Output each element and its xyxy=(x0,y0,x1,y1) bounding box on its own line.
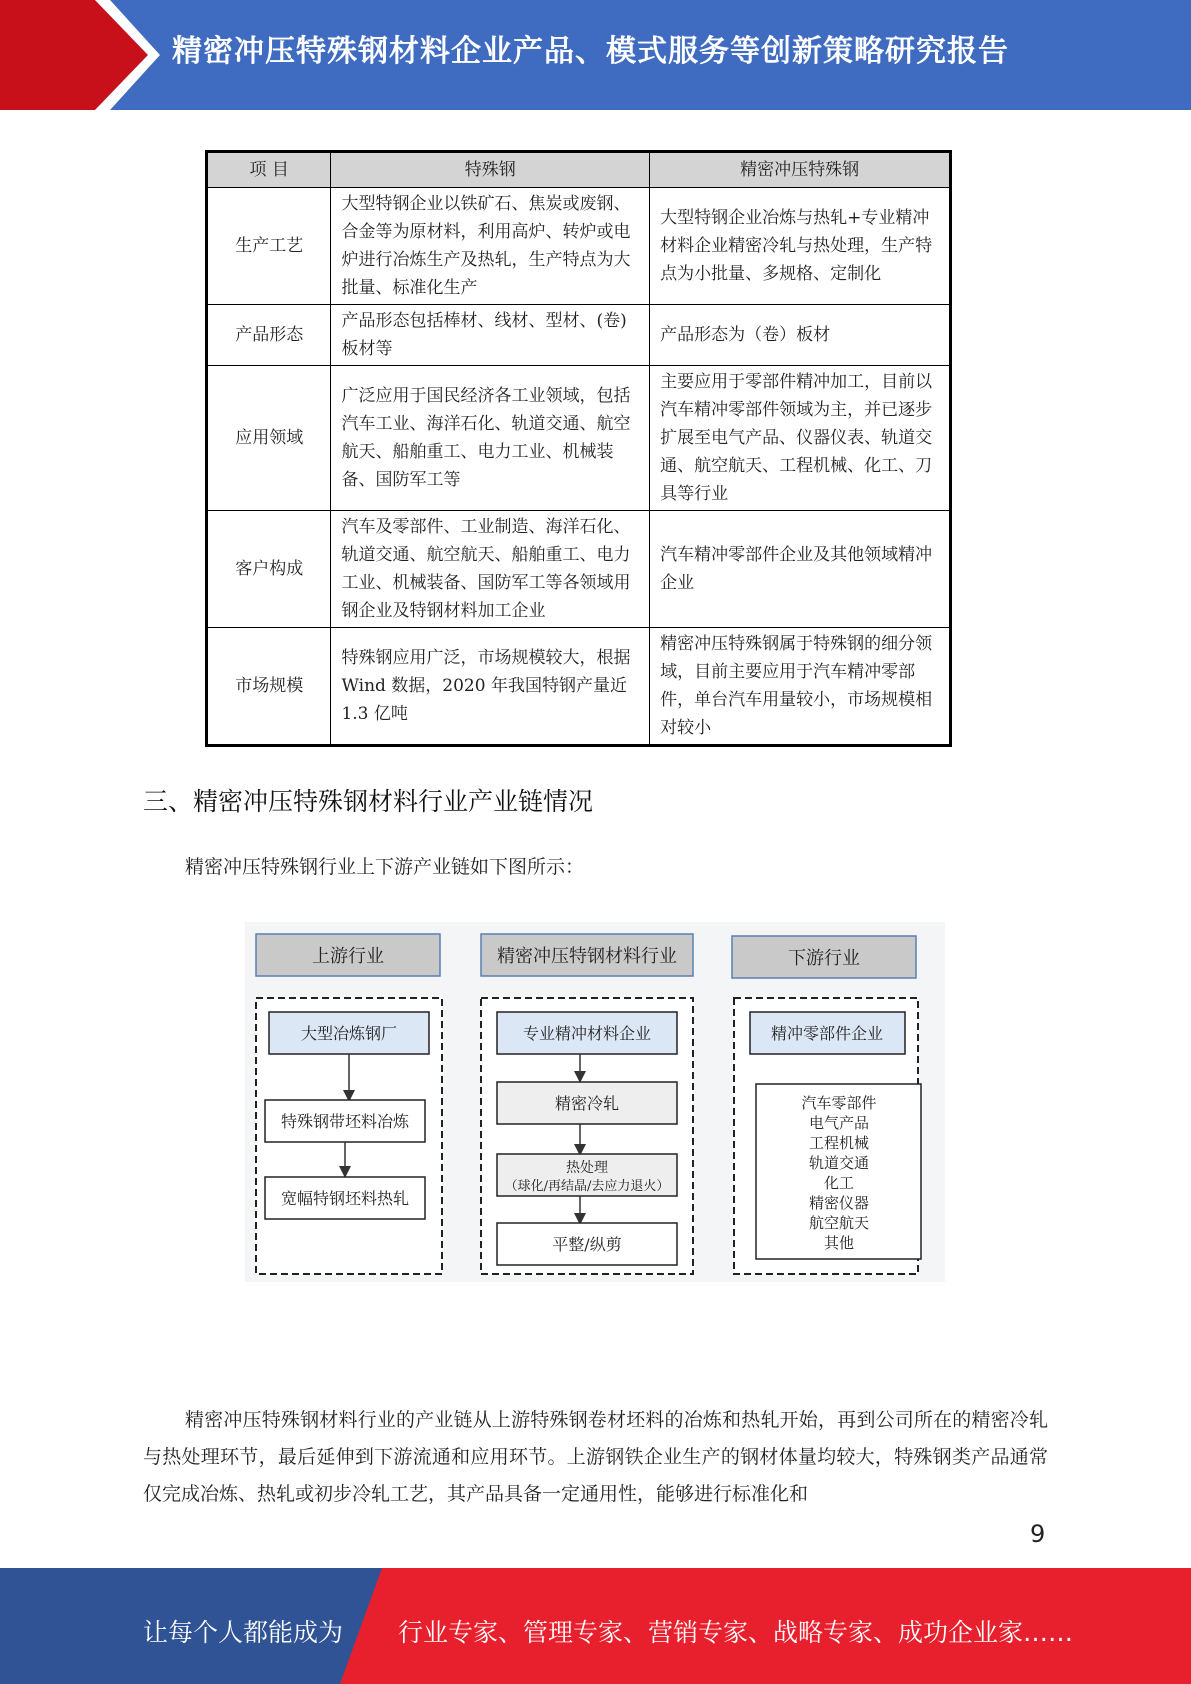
table-row xyxy=(207,188,951,305)
midstream-top-label: 专业精冲材料企业 xyxy=(522,1024,652,1043)
comparison-table xyxy=(205,150,952,747)
downstream-header: 下游行业 xyxy=(788,948,860,969)
row-label: 生产工艺 xyxy=(207,188,331,305)
midstream-step-label: 热处理 xyxy=(566,1160,608,1176)
upstream-header: 上游行业 xyxy=(312,946,384,967)
midstream-step-label: 精密冷轧 xyxy=(554,1094,620,1113)
table-row xyxy=(207,366,951,511)
footer-slogan-left: 让每个人都能成为 xyxy=(143,1618,344,1647)
header-banner xyxy=(0,0,1191,110)
table-cell: 产品形态包括棒材、线材、型材、(卷)板材等 xyxy=(331,305,650,366)
table-cell: 特殊钢应用广泛，市场规模较大，根据 Wind 数据，2020 年我国特钢产量近 1.3 亿吨 xyxy=(331,628,650,746)
column-header: 特殊钢 xyxy=(331,152,650,188)
table-row xyxy=(207,511,951,628)
column-header: 精密冲压特殊钢 xyxy=(650,152,951,188)
downstream-item: 汽车零部件 xyxy=(801,1094,877,1112)
row-label: 客户构成 xyxy=(207,511,331,628)
page-number: 9 xyxy=(1030,1520,1046,1548)
midstream-header: 精密冲压特钢材料行业 xyxy=(497,946,677,967)
table-cell: 汽车精冲零部件企业及其他领域精冲企业 xyxy=(650,511,951,628)
table-header-row xyxy=(207,152,951,188)
downstream-item: 电气产品 xyxy=(808,1114,870,1132)
row-label: 产品形态 xyxy=(207,305,331,366)
table-cell: 产品形态为（卷）板材 xyxy=(650,305,951,366)
table-cell: 主要应用于零部件精冲加工，目前以汽车精冲零部件领域为主，并已逐步扩展至电气产品、仪器仪表、轨道交通、航空航天、工程机械、化工、刀具等行业 xyxy=(650,366,951,511)
downstream-top-label: 精冲零部件企业 xyxy=(770,1024,884,1043)
table-cell: 汽车及零部件、工业制造、海洋石化、轨道交通、航空航天、船舶重工、电力工业、机械装备、国防军工等各领域用钢企业及特钢材料加工企业 xyxy=(331,511,650,628)
footer-banner xyxy=(0,1568,1191,1684)
upstream-step-label: 特殊钢带坯料冶炼 xyxy=(280,1112,410,1131)
downstream-item: 精密仪器 xyxy=(808,1194,870,1212)
downstream-item: 工程机械 xyxy=(808,1134,870,1152)
body-paragraph: 精密冲压特殊钢材料行业的产业链从上游特殊钢卷材坯料的冶炼和热轧开始，再到公司所在的精密冷轧与热处理环节，最后延伸到下游流通和应用环节。上游钢铁企业生产的钢材体量均较大，特殊钢类产品通常仅完成冶炼、热轧或初步冷轧工艺，其产品具备一定通用性，能够进行标准化和 xyxy=(143,1409,1048,1505)
downstream-item: 航空航天 xyxy=(808,1214,870,1232)
section-title: 三、精密冲压特殊钢材料行业产业链情况 xyxy=(143,787,594,816)
intro-text: 精密冲压特殊钢行业上下游产业链如下图所示： xyxy=(185,856,585,878)
industry-chain-diagram xyxy=(245,922,945,1282)
table-cell: 大型特钢企业冶炼与热轧+专业精冲材料企业精密冷轧与热处理，生产特点为小批量、多规格、定制化 xyxy=(650,188,951,305)
table-row xyxy=(207,305,951,366)
table-cell: 大型特钢企业以铁矿石、焦炭或废钢、合金等为原材料，利用高炉、转炉或电炉进行冶炼生产及热轧，生产特点为大批量、标准化生产 xyxy=(331,188,650,305)
midstream-step-label: 平整/纵剪 xyxy=(552,1235,622,1254)
header-red-chevron xyxy=(0,0,160,110)
header-title: 精密冲压特殊钢材料企业产品、模式服务等创新策略研究报告 xyxy=(172,34,1009,69)
table-cell: 精密冲压特殊钢属于特殊钢的细分领域，目前主要应用于汽车精冲零部件，单台汽车用量较小，市场规模相对较小 xyxy=(650,628,951,746)
downstream-item: 轨道交通 xyxy=(808,1154,870,1172)
table-row xyxy=(207,628,951,746)
upstream-step-label: 宽幅特钢坯料热轧 xyxy=(280,1189,410,1208)
row-label: 应用领域 xyxy=(207,366,331,511)
upstream-top-label: 大型冶炼钢厂 xyxy=(300,1024,398,1043)
column-header: 项 目 xyxy=(207,152,331,188)
midstream-step-sublabel: （球化/再结晶/去应力退火） xyxy=(504,1179,670,1194)
downstream-item: 其他 xyxy=(823,1234,855,1252)
table-cell: 广泛应用于国民经济各工业领域，包括汽车工业、海洋石化、轨道交通、航空航天、船舶重工、电力工业、机械装备、国防军工等 xyxy=(331,366,650,511)
row-label: 市场规模 xyxy=(207,628,331,746)
downstream-item: 化工 xyxy=(823,1174,855,1192)
footer-slogan-right: 行业专家、管理专家、营销专家、战略专家、成功企业家…… xyxy=(398,1618,1074,1647)
